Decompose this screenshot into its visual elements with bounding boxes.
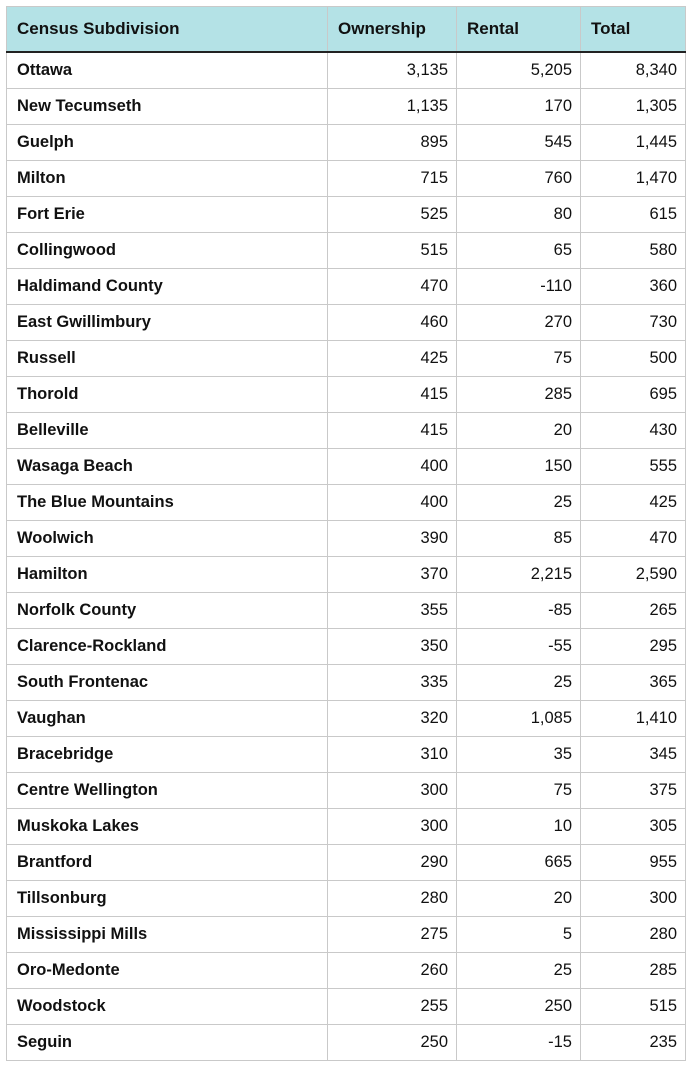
- table-row: [7, 197, 686, 233]
- cell-subdivision: Collingwood: [7, 233, 328, 269]
- cell-rental: 545: [457, 125, 581, 161]
- cell-total: 8,340: [581, 52, 686, 89]
- cell-ownership: 415: [328, 377, 457, 413]
- cell-total: 360: [581, 269, 686, 305]
- cell-subdivision: South Frontenac: [7, 665, 328, 701]
- cell-rental: 80: [457, 197, 581, 233]
- table-row: [7, 557, 686, 593]
- cell-subdivision: Haldimand County: [7, 269, 328, 305]
- table-header: [7, 7, 686, 53]
- table-body: [7, 52, 686, 1061]
- cell-rental: 75: [457, 341, 581, 377]
- cell-ownership: 350: [328, 629, 457, 665]
- cell-ownership: 260: [328, 953, 457, 989]
- cell-ownership: 400: [328, 485, 457, 521]
- cell-ownership: 335: [328, 665, 457, 701]
- cell-ownership: 300: [328, 809, 457, 845]
- cell-total: 425: [581, 485, 686, 521]
- cell-total: 955: [581, 845, 686, 881]
- cell-total: 1,445: [581, 125, 686, 161]
- table-row: [7, 413, 686, 449]
- cell-total: 305: [581, 809, 686, 845]
- cell-total: 265: [581, 593, 686, 629]
- table-row: [7, 89, 686, 125]
- cell-ownership: 525: [328, 197, 457, 233]
- cell-rental: 150: [457, 449, 581, 485]
- cell-subdivision: Centre Wellington: [7, 773, 328, 809]
- cell-total: 615: [581, 197, 686, 233]
- cell-rental: 760: [457, 161, 581, 197]
- cell-ownership: 1,135: [328, 89, 457, 125]
- header-census-subdivision: Census Subdivision: [7, 7, 328, 53]
- table-row: [7, 809, 686, 845]
- cell-total: 345: [581, 737, 686, 773]
- cell-subdivision: Fort Erie: [7, 197, 328, 233]
- cell-total: 470: [581, 521, 686, 557]
- table-row: [7, 449, 686, 485]
- cell-ownership: 425: [328, 341, 457, 377]
- cell-subdivision: Ottawa: [7, 52, 328, 89]
- cell-subdivision: Vaughan: [7, 701, 328, 737]
- cell-ownership: 470: [328, 269, 457, 305]
- cell-ownership: 255: [328, 989, 457, 1025]
- table-row: [7, 341, 686, 377]
- cell-rental: -85: [457, 593, 581, 629]
- cell-rental: 285: [457, 377, 581, 413]
- cell-rental: 170: [457, 89, 581, 125]
- table-row: [7, 881, 686, 917]
- cell-total: 235: [581, 1025, 686, 1061]
- cell-total: 515: [581, 989, 686, 1025]
- cell-rental: 10: [457, 809, 581, 845]
- table-row: [7, 125, 686, 161]
- table-row: [7, 593, 686, 629]
- cell-rental: 25: [457, 665, 581, 701]
- cell-total: 295: [581, 629, 686, 665]
- cell-total: 280: [581, 917, 686, 953]
- cell-ownership: 400: [328, 449, 457, 485]
- cell-subdivision: Brantford: [7, 845, 328, 881]
- cell-rental: 20: [457, 413, 581, 449]
- cell-subdivision: Muskoka Lakes: [7, 809, 328, 845]
- cell-total: 1,470: [581, 161, 686, 197]
- cell-ownership: 515: [328, 233, 457, 269]
- table-row: [7, 773, 686, 809]
- cell-ownership: 300: [328, 773, 457, 809]
- table-row: [7, 305, 686, 341]
- cell-rental: 65: [457, 233, 581, 269]
- cell-ownership: 895: [328, 125, 457, 161]
- cell-subdivision: Hamilton: [7, 557, 328, 593]
- cell-subdivision: New Tecumseth: [7, 89, 328, 125]
- cell-total: 300: [581, 881, 686, 917]
- cell-subdivision: Tillsonburg: [7, 881, 328, 917]
- cell-total: 555: [581, 449, 686, 485]
- cell-subdivision: Russell: [7, 341, 328, 377]
- cell-ownership: 250: [328, 1025, 457, 1061]
- cell-total: 695: [581, 377, 686, 413]
- cell-rental: 5: [457, 917, 581, 953]
- cell-total: 365: [581, 665, 686, 701]
- table-row: [7, 665, 686, 701]
- cell-total: 2,590: [581, 557, 686, 593]
- table-row: [7, 52, 686, 89]
- cell-rental: -15: [457, 1025, 581, 1061]
- cell-rental: 1,085: [457, 701, 581, 737]
- header-ownership: Ownership: [328, 7, 457, 53]
- cell-rental: 25: [457, 485, 581, 521]
- cell-ownership: 390: [328, 521, 457, 557]
- table-row: [7, 737, 686, 773]
- cell-subdivision: The Blue Mountains: [7, 485, 328, 521]
- cell-ownership: 370: [328, 557, 457, 593]
- cell-total: 375: [581, 773, 686, 809]
- cell-rental: 35: [457, 737, 581, 773]
- table-row: [7, 701, 686, 737]
- cell-ownership: 355: [328, 593, 457, 629]
- cell-ownership: 3,135: [328, 52, 457, 89]
- header-total: Total: [581, 7, 686, 53]
- cell-subdivision: Wasaga Beach: [7, 449, 328, 485]
- table-row: [7, 845, 686, 881]
- cell-rental: 665: [457, 845, 581, 881]
- table-container: [6, 6, 686, 1061]
- cell-subdivision: Guelph: [7, 125, 328, 161]
- cell-total: 285: [581, 953, 686, 989]
- cell-total: 430: [581, 413, 686, 449]
- cell-subdivision: Seguin: [7, 1025, 328, 1061]
- cell-subdivision: Thorold: [7, 377, 328, 413]
- cell-subdivision: Milton: [7, 161, 328, 197]
- cell-rental: 270: [457, 305, 581, 341]
- cell-ownership: 415: [328, 413, 457, 449]
- cell-subdivision: Woolwich: [7, 521, 328, 557]
- cell-subdivision: Clarence-Rockland: [7, 629, 328, 665]
- cell-subdivision: Norfolk County: [7, 593, 328, 629]
- table-row: [7, 161, 686, 197]
- cell-subdivision: Bracebridge: [7, 737, 328, 773]
- table-row: [7, 377, 686, 413]
- cell-rental: 5,205: [457, 52, 581, 89]
- cell-total: 1,410: [581, 701, 686, 737]
- table-row: [7, 233, 686, 269]
- cell-ownership: 715: [328, 161, 457, 197]
- header-row: [7, 7, 686, 53]
- cell-ownership: 460: [328, 305, 457, 341]
- cell-rental: 2,215: [457, 557, 581, 593]
- cell-ownership: 275: [328, 917, 457, 953]
- table-row: [7, 485, 686, 521]
- table-row: [7, 917, 686, 953]
- cell-ownership: 320: [328, 701, 457, 737]
- table-row: [7, 953, 686, 989]
- cell-subdivision: Belleville: [7, 413, 328, 449]
- table-row: [7, 989, 686, 1025]
- cell-rental: -110: [457, 269, 581, 305]
- cell-total: 500: [581, 341, 686, 377]
- cell-rental: 75: [457, 773, 581, 809]
- cell-total: 730: [581, 305, 686, 341]
- census-housing-table: [6, 6, 686, 1061]
- table-row: [7, 269, 686, 305]
- cell-ownership: 310: [328, 737, 457, 773]
- cell-rental: 85: [457, 521, 581, 557]
- cell-subdivision: East Gwillimbury: [7, 305, 328, 341]
- cell-rental: -55: [457, 629, 581, 665]
- cell-rental: 25: [457, 953, 581, 989]
- cell-total: 580: [581, 233, 686, 269]
- cell-total: 1,305: [581, 89, 686, 125]
- cell-subdivision: Oro-Medonte: [7, 953, 328, 989]
- cell-subdivision: Mississippi Mills: [7, 917, 328, 953]
- header-rental: Rental: [457, 7, 581, 53]
- cell-ownership: 280: [328, 881, 457, 917]
- cell-subdivision: Woodstock: [7, 989, 328, 1025]
- table-row: [7, 629, 686, 665]
- cell-rental: 20: [457, 881, 581, 917]
- table-row: [7, 1025, 686, 1061]
- table-row: [7, 521, 686, 557]
- cell-rental: 250: [457, 989, 581, 1025]
- cell-ownership: 290: [328, 845, 457, 881]
